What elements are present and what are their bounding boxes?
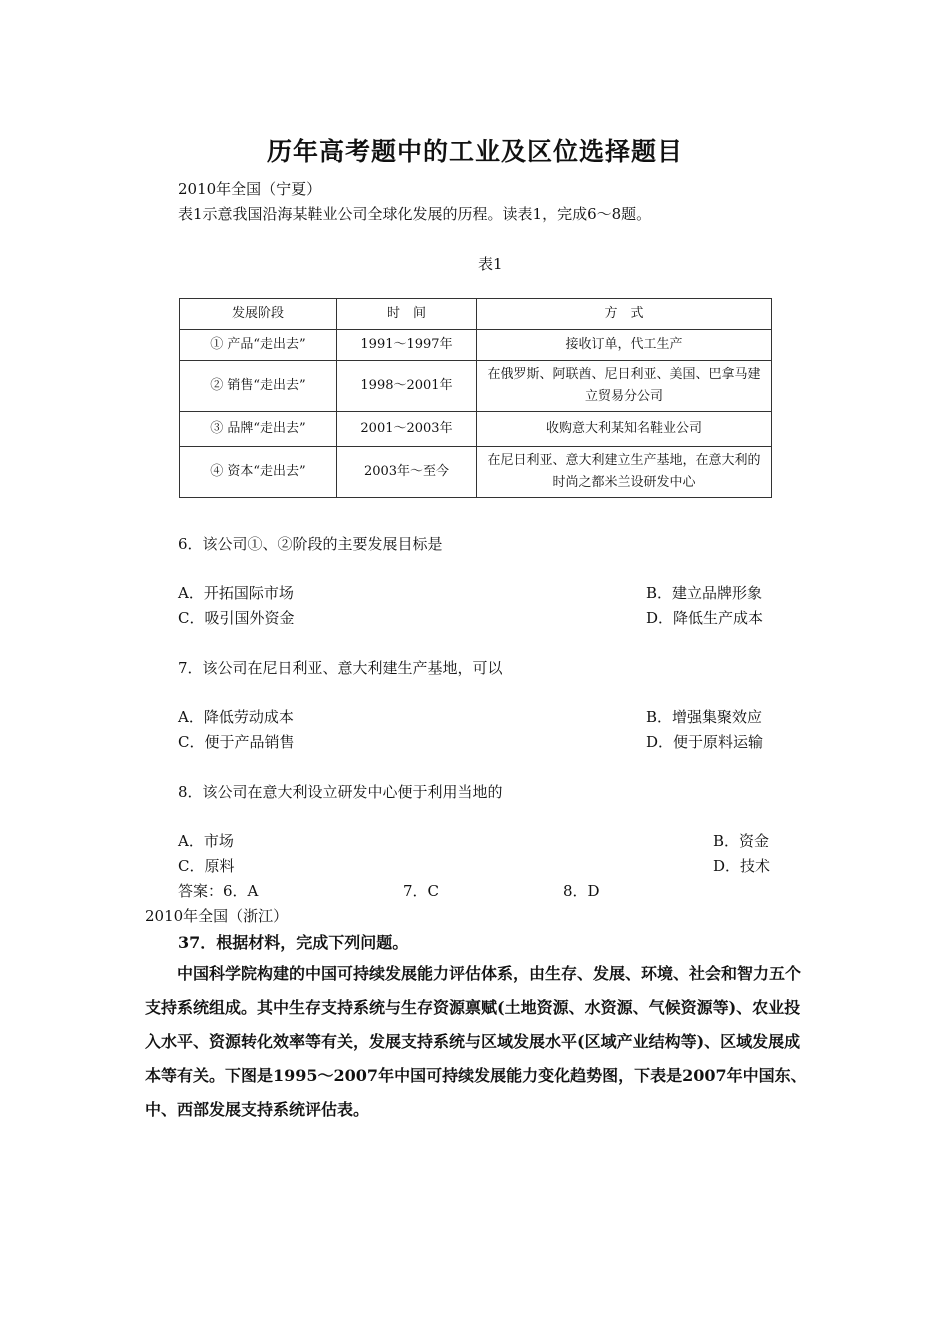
question-8-stem: 8．该公司在意大利设立研发中心便于利用当地的 [178, 783, 503, 801]
question-6-option-b: B．建立品牌形象 [646, 584, 763, 602]
table-row [180, 361, 772, 412]
question-6-option-a: A．开拓国际市场 [178, 584, 294, 602]
question-6-stem: 6．该公司①、②阶段的主要发展目标是 [178, 535, 443, 553]
question-8-option-a: A．市场 [178, 832, 234, 850]
question-8-option-d: D．技术 [713, 857, 771, 875]
table-row [180, 412, 772, 447]
table-cell-mode: 接收订单，代工生产 [477, 330, 772, 361]
material-paragraph: 中国科学院构建的中国可持续发展能力评估体系，由生存、发展、环境、社会和智力五个支持系统组成。其中生存支持系统与生存资源禀赋(土地资源、水资源、气候资源等)、农业投入水平、资源转化效率等有关，发展支持系统与区域发展水平(区域产业结构等)、区域发展成本等有关。下图是1995～2007年中国可持续发展能力变化趋势图，下表是2007年中国东、中、西部发展支持系统评估表。 [145, 964, 807, 1119]
development-table [179, 298, 772, 498]
table-header-row [180, 299, 772, 330]
table-cell-mode: 收购意大利某知名鞋业公司 [477, 412, 772, 447]
table-cell-mode: 在尼日利亚、意大利建立生产基地，在意大利的时尚之都米兰设研发中心 [477, 447, 772, 498]
page-title: 历年高考题中的工业及区位选择题目 [266, 137, 683, 166]
question-8-option-c: C．原料 [178, 857, 235, 875]
table-cell-stage: ② 销售“走出去” [180, 361, 337, 412]
question-7-option-b: B．增强集聚效应 [646, 708, 763, 726]
section2-source: 2010年全国（浙江） [145, 907, 289, 925]
table-row [180, 447, 772, 498]
table-cell-mode: 在俄罗斯、阿联酋、尼日利亚、美国、巴拿马建立贸易分公司 [477, 361, 772, 412]
table-header-cell: 发展阶段 [180, 299, 337, 330]
question-7-stem: 7．该公司在尼日利亚、意大利建生产基地，可以 [178, 659, 503, 677]
table-caption: 表1 [478, 255, 503, 273]
question-37-stem: 37．根据材料，完成下列问题。 [178, 933, 409, 952]
section1-source: 2010年全国（宁夏） [178, 180, 322, 198]
answer-8: 8．D [563, 882, 600, 900]
section1-intro: 表1示意我国沿海某鞋业公司全球化发展的历程。读表1，完成6～8题。 [178, 205, 652, 223]
question-7-option-a: A．降低劳动成本 [178, 708, 294, 726]
table-cell-time: 1998～2001年 [337, 361, 477, 412]
table-cell-stage: ① 产品“走出去” [180, 330, 337, 361]
table-cell-stage: ④ 资本“走出去” [180, 447, 337, 498]
question-7-option-d: D．便于原料运输 [646, 733, 764, 751]
table-cell-stage: ③ 品牌“走出去” [180, 412, 337, 447]
table-cell-time: 2001～2003年 [337, 412, 477, 447]
table-row [180, 330, 772, 361]
question-6-option-d: D．降低生产成本 [646, 609, 764, 627]
table-cell-time: 1991～1997年 [337, 330, 477, 361]
question-7-option-c: C．便于产品销售 [178, 733, 295, 751]
question-6-option-c: C．吸引国外资金 [178, 609, 295, 627]
table-cell-time: 2003年～至今 [337, 447, 477, 498]
answers-label: 答案：6．A [178, 882, 259, 900]
answer-7: 7．C [403, 882, 440, 900]
table-header-cell: 时 间 [337, 299, 477, 330]
table-header-cell: 方 式 [477, 299, 772, 330]
question-8-option-b: B．资金 [713, 832, 770, 850]
